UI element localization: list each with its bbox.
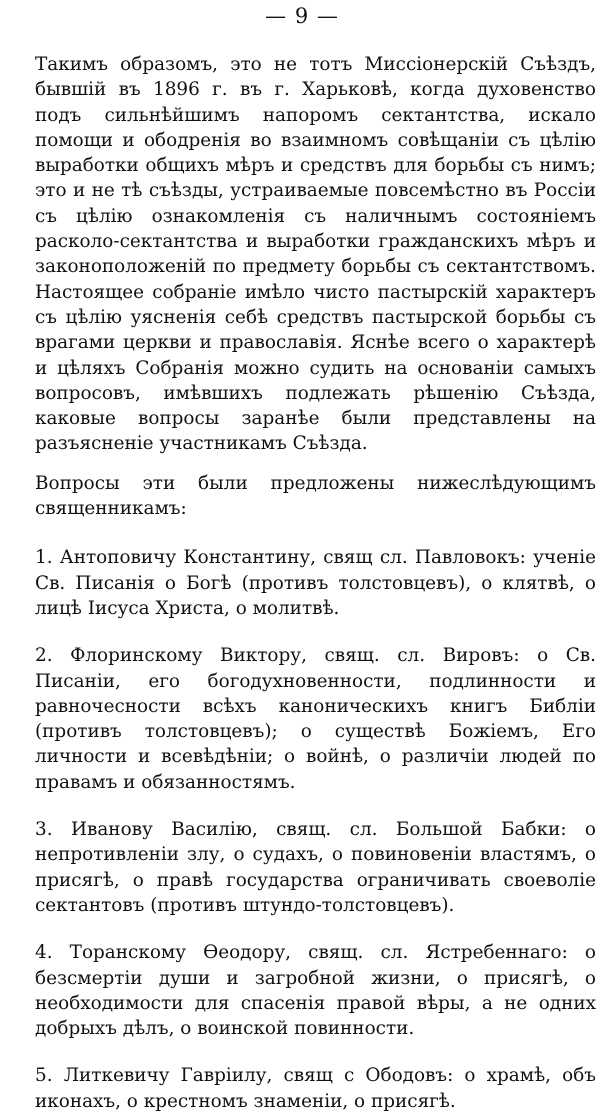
question-item-5: 5. Литкевичу Гавріилу, свящ с Ободовъ: о храмѣ, объ иконахъ, о крестномъ знаменіи, о присягѣ. xyxy=(35,1065,596,1112)
page-number: — 9 — xyxy=(265,4,339,28)
body-text xyxy=(35,52,596,1114)
question-item-1: 1. Антоповичу Константину, свящ сл. Павловокъ: ученіе Св. Писанія о Богѣ (противъ толстовцевъ), о клятвѣ, о лицѣ Іисуса Христа, о молитвѣ. xyxy=(35,547,596,619)
paragraph-intro: Такимъ образомъ, это не тотъ Миссіонерскій Съѣздъ, бывшій въ 1896 г. въ г. Харьковѣ, когда духовенство подъ сильнѣйшимъ напоромъ сектантства, искало помощи и ободренія во взаимномъ совѣщаніи съ цѣлію выработки общихъ мѣръ и средствъ для борьбы съ нимъ; это и не тѣ съѣзды, устраиваемые повсемѣстно въ Россіи съ цѣлію ознакомленія съ наличнымъ состояніемъ расколо-сектантства и выработки гражданскихъ мѣръ и законоположеній по предмету борьбы съ сектантствомъ. Настоящее собраніе имѣло чисто пастырскій характеръ съ цѣлію уясненія себѣ средствъ пастырской борьбы съ врагами церкви и православія. Яснѣе всего о характерѣ и цѣляхъ Собранія можно судить на основаніи самыхъ вопросовъ, имѣвшихъ подлежать рѣшенію Съѣзда, каковые вопросы заранѣе были представлены на разъясненіе участникамъ Съѣзда. xyxy=(35,54,596,455)
question-item-4: 4. Торанскому Ѳеодору, свящ. сл. Ястребеннаго: о безсмертіи души и загробной жизни, о присягѣ, о необходимости для спасенія правой вѣры, а не одних добрыхъ дѣлъ, о воинской повинности. xyxy=(35,942,596,1040)
question-item-3: 3. Иванову Василію, свящ. сл. Большой Бабки: о непротивленіи злу, о судахъ, о повиновеніи властямъ, о присягѣ, о правѣ государства ограничивать своеволіе сектантовъ (противъ штундо-толстовцевъ). xyxy=(35,819,596,916)
question-item-2: 2. Флоринскому Виктору, свящ. сл. Вировъ: о Св. Писаніи, его богодухновенности, подлинности и равночесности всѣхъ каноническихъ книгъ Библіи (противъ толстовцевъ); о существѣ Божіемъ, Его личности и всевѣдѣніи; о войнѣ, о различіи людей по правамъ и обязанностямъ. xyxy=(35,645,596,793)
paragraph-questions-intro: Вопросы эти были предложены нижеслѣдующимъ священникамъ: xyxy=(35,472,596,520)
